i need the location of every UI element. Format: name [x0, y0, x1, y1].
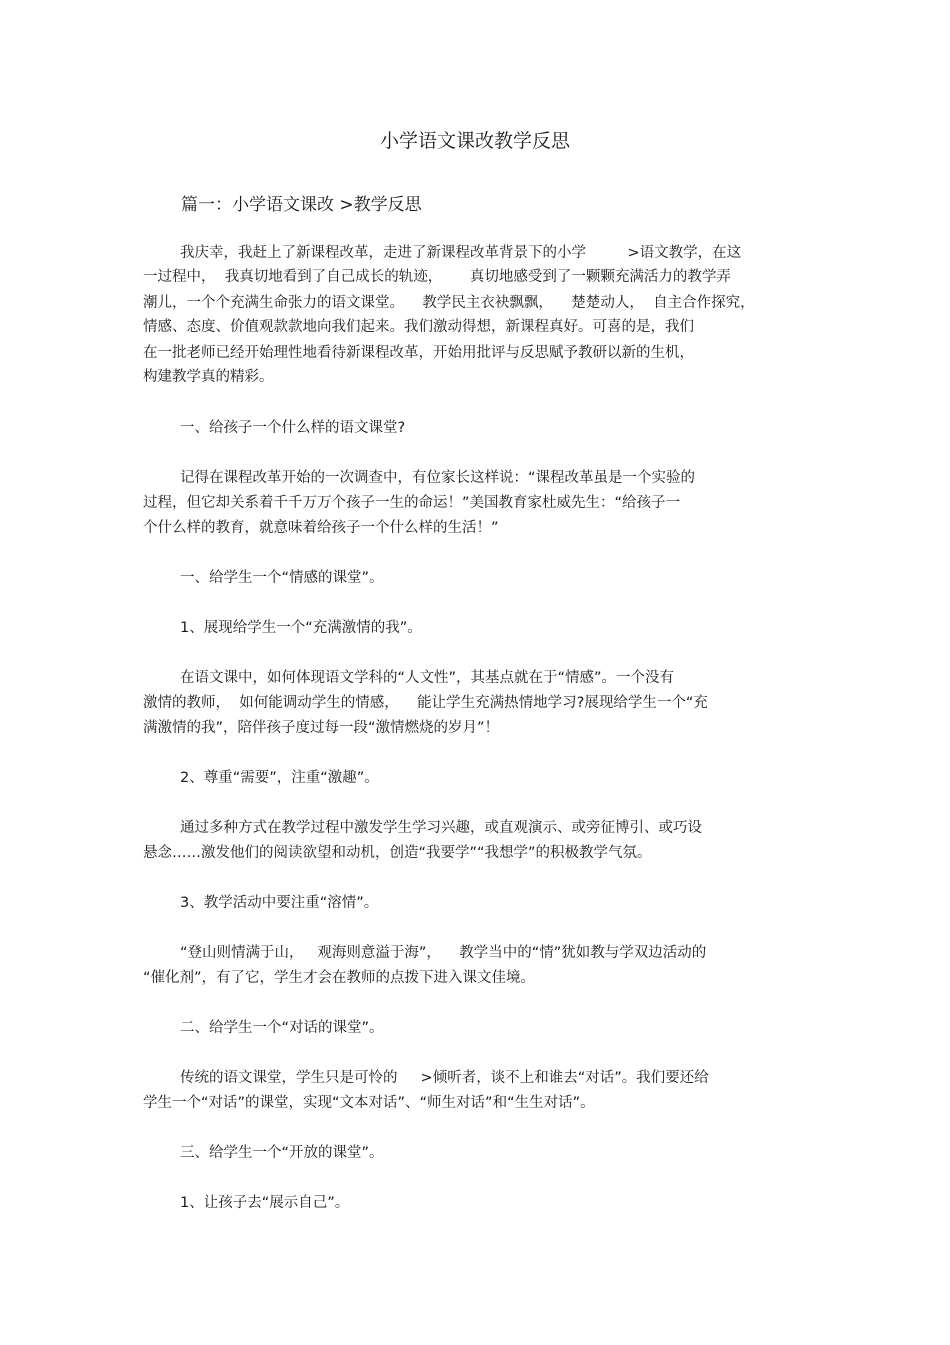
paragraph-line: “登山则情满于山， 观海则意溢于海”， 教学当中的“情”犹如教与学双边活动的 [180, 945, 707, 961]
paragraph-line: 满激情的我”，陪伴孩子度过每一段“激情燃烧的岁月”！ [143, 720, 500, 736]
paragraph-line: “催化剂”，有了它，学生才会在教师的点拨下进入课文佳境。 [143, 970, 536, 986]
paragraph-line: 一过程中， 我真切地看到了自己成长的轨迹， 真切地感受到了一颗颗充满活力的教学弄 [143, 269, 731, 285]
subsection-heading: 2、尊重“需要”，注重“激趣”。 [180, 770, 379, 786]
subsection-heading: 3、教学活动中要注重“溶情”。 [180, 895, 379, 911]
paragraph-line: 通过多种方式在教学过程中激发学生学习兴趣，或直观演示、或旁征博引、或巧设 [180, 820, 702, 836]
section-heading: 三、给学生一个“开放的课堂”。 [180, 1145, 384, 1161]
section-heading: 篇一：小学语文课改 >教学反思 [181, 195, 422, 215]
question-heading: 一、给孩子一个什么样的语文课堂? [180, 420, 406, 436]
paragraph-line: 在语文课中，如何体现语文学科的“人文性”，其基点就在于“情感”。一个没有 [180, 670, 675, 686]
paragraph-line: 记得在课程改革开始的一次调查中，有位家长这样说：“课程改革虽是一个实验的 [180, 470, 696, 486]
section-heading: 二、给学生一个“对话的课堂”。 [180, 1020, 384, 1036]
paragraph-line: 传统的语文课堂，学生只是可怜的 >倾听者，谈不上和谁去“对话”。我们要还给 [180, 1070, 709, 1086]
paragraph-line: 激情的教师， 如何能调动学生的情感， 能让学生充满热情地学习?展现给学生一个“充 [143, 695, 708, 711]
document-title: 小学语文课改教学反思 [379, 130, 570, 152]
paragraph-line: 我庆幸，我赶上了新课程改革，走进了新课程改革背景下的小学 >语文教学，在这 [180, 245, 742, 261]
subsection-heading: 1、让孩子去“展示自己”。 [180, 1195, 350, 1211]
paragraph-line: 构建教学真的精彩。 [143, 369, 274, 385]
subsection-heading: 1、展现给学生一个“充满激情的我”。 [180, 620, 422, 636]
paragraph-line: 情感、态度、价值观款款地向我们起来。我们激动得想，新课程真好。可喜的是，我们 [143, 319, 694, 335]
paragraph-line: 过程，但它却关系着千千万万个孩子一生的命运！”美国教育家杜威先生：“给孩子一 [143, 495, 681, 511]
paragraph-line: 悬念……激发他们的阅读欲望和动机，创造“我要学”“我想学”的积极教学气氛。 [143, 845, 652, 861]
paragraph-line: 个什么样的教育，就意味着给孩子一个什么样的生活！” [143, 520, 499, 536]
section-heading: 一、给学生一个“情感的课堂”。 [180, 570, 384, 586]
paragraph-line: 在一批老师已经开始理性地看待新课程改革，开始用批评与反思赋予教研以新的生机， [143, 345, 694, 361]
paragraph-line: 学生一个“对话”的课堂，实现“文本对话”、“师生对话”和“生生对话”。 [143, 1095, 595, 1111]
paragraph-line: 潮儿，一个个充满生命张力的语文课堂。 教学民主衣袂飘飘， 楚楚动人， 自主合作探究， [143, 295, 755, 311]
